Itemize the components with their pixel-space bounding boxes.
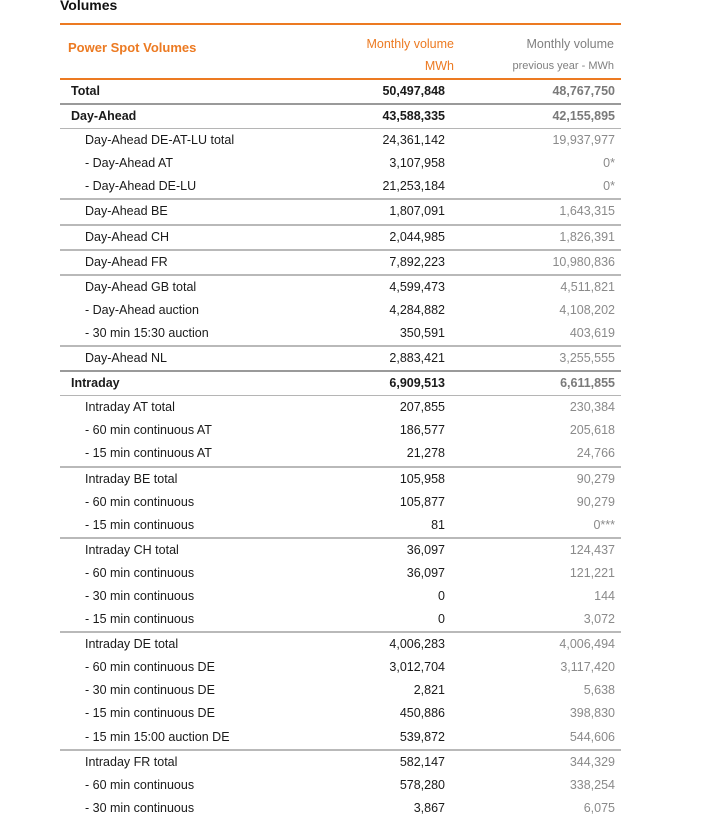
table-row xyxy=(60,224,621,249)
row-current-volume: 7,892,223 xyxy=(389,254,445,269)
row-previous-volume: 3,072 xyxy=(583,612,615,627)
row-current-volume: 24,361,142 xyxy=(382,133,445,148)
row-label: - 15 min continuous DE xyxy=(85,706,215,721)
row-current-volume: 105,877 xyxy=(399,494,445,509)
row-current-volume: 450,886 xyxy=(399,706,445,721)
row-label: Day-Ahead FR xyxy=(85,254,168,269)
row-label: - 60 min continuous AT xyxy=(85,423,212,438)
row-current-volume: 3,012,704 xyxy=(389,660,445,675)
row-previous-volume: 6,611,855 xyxy=(560,376,615,391)
table-row xyxy=(60,419,621,442)
row-label: Day-Ahead DE-AT-LU total xyxy=(85,133,235,148)
row-label: - 30 min continuous xyxy=(85,800,195,815)
row-current-volume: 21,278 xyxy=(406,446,445,461)
row-current-volume: 0 xyxy=(438,612,445,627)
row-current-volume: 2,883,421 xyxy=(389,351,445,366)
row-previous-volume: 144 xyxy=(594,588,615,603)
table-title: Power Spot Volumes xyxy=(68,40,197,55)
row-current-volume: 4,599,473 xyxy=(389,279,445,294)
row-current-volume: 539,872 xyxy=(399,729,445,744)
row-previous-volume: 42,155,895 xyxy=(552,109,615,124)
row-label: - Day-Ahead DE-LU xyxy=(85,179,197,194)
row-current-volume: 50,497,848 xyxy=(382,84,445,98)
table-row xyxy=(60,562,621,585)
row-previous-volume: 4,511,821 xyxy=(560,279,615,294)
row-previous-volume: 4,108,202 xyxy=(559,302,615,317)
row-current-volume: 0 xyxy=(438,588,445,603)
header-top-rule xyxy=(60,23,621,25)
row-current-volume: 43,588,335 xyxy=(382,109,445,124)
row-previous-volume: 230,384 xyxy=(569,400,615,415)
row-previous-volume: 338,254 xyxy=(569,777,615,792)
row-previous-volume: 48,767,750 xyxy=(552,84,615,98)
table-row xyxy=(60,299,621,322)
table-row xyxy=(60,608,621,631)
row-label: Intraday BE total xyxy=(85,471,178,486)
row-current-volume: 2,821 xyxy=(413,683,445,698)
row-current-volume: 2,044,985 xyxy=(389,229,445,244)
column-header-current xyxy=(322,33,454,77)
table-row xyxy=(60,175,621,198)
row-label: Day-Ahead CH xyxy=(85,229,170,244)
column-header-current-line1: Monthly volume xyxy=(366,37,454,51)
volumes-table-body xyxy=(60,80,621,820)
row-previous-volume: 121,221 xyxy=(569,565,615,580)
table-row xyxy=(60,774,621,797)
table-row xyxy=(60,726,621,749)
row-label: - 15 min continuous xyxy=(85,517,195,532)
table-row xyxy=(60,345,621,370)
table-row xyxy=(60,80,621,103)
row-label: Intraday xyxy=(71,376,120,391)
table-row xyxy=(60,514,621,537)
table-row xyxy=(60,152,621,175)
row-current-volume: 36,097 xyxy=(406,542,445,557)
row-previous-volume: 544,606 xyxy=(569,729,615,744)
column-header-previous xyxy=(470,33,614,77)
table-row xyxy=(60,128,621,152)
column-header-previous-line1: Monthly volume xyxy=(526,37,614,51)
table-row xyxy=(60,198,621,223)
table-row xyxy=(60,656,621,679)
table-row xyxy=(60,370,621,395)
row-label: - 60 min continuous xyxy=(85,494,195,509)
row-label: Intraday FR total xyxy=(85,754,178,769)
table-row xyxy=(60,395,621,419)
section-heading: Volumes xyxy=(60,0,118,13)
table-row xyxy=(60,631,621,656)
row-current-volume: 81 xyxy=(431,517,445,532)
table-row xyxy=(60,797,621,820)
row-previous-volume: 3,117,420 xyxy=(560,660,615,675)
row-current-volume: 3,107,958 xyxy=(389,156,445,171)
table-row xyxy=(60,274,621,299)
row-label: - 60 min continuous xyxy=(85,565,195,580)
row-label: - 15 min continuous AT xyxy=(85,446,212,461)
row-label: - Day-Ahead AT xyxy=(85,156,174,171)
table-row xyxy=(60,322,621,345)
row-current-volume: 105,958 xyxy=(399,471,445,486)
row-current-volume: 3,867 xyxy=(413,800,445,815)
row-label: Day-Ahead BE xyxy=(85,204,168,219)
table-row xyxy=(60,749,621,774)
row-current-volume: 4,284,882 xyxy=(389,302,445,317)
row-label: - Day-Ahead auction xyxy=(85,302,199,317)
row-previous-volume: 344,329 xyxy=(569,754,615,769)
row-current-volume: 578,280 xyxy=(399,777,445,792)
table-row xyxy=(60,103,621,128)
row-previous-volume: 6,075 xyxy=(583,800,615,815)
row-previous-volume: 3,255,555 xyxy=(559,351,615,366)
row-label: Day-Ahead xyxy=(71,109,137,124)
row-previous-volume: 24,766 xyxy=(576,446,615,461)
row-label: - 30 min continuous DE xyxy=(85,683,215,698)
row-label: Total xyxy=(71,84,100,98)
row-label: - 30 min 15:30 auction xyxy=(85,325,209,340)
row-previous-volume: 124,437 xyxy=(569,542,615,557)
row-previous-volume: 90,279 xyxy=(576,494,615,509)
row-current-volume: 207,855 xyxy=(399,400,445,415)
row-label: - 15 min continuous xyxy=(85,612,195,627)
row-label: Day-Ahead NL xyxy=(85,351,167,366)
row-previous-volume: 0*** xyxy=(593,517,615,532)
row-previous-volume: 205,618 xyxy=(569,423,615,438)
row-label: - 30 min continuous xyxy=(85,588,195,603)
row-label: Intraday DE total xyxy=(85,637,179,652)
row-previous-volume: 398,830 xyxy=(569,706,615,721)
row-previous-volume: 4,006,494 xyxy=(559,637,615,652)
table-row xyxy=(60,491,621,514)
row-label: Intraday CH total xyxy=(85,542,179,557)
row-label: - 60 min continuous DE xyxy=(85,660,215,675)
row-current-volume: 350,591 xyxy=(399,325,445,340)
row-previous-volume: 90,279 xyxy=(576,471,615,486)
row-label: - 15 min 15:00 auction DE xyxy=(85,729,230,744)
row-previous-volume: 5,638 xyxy=(583,683,615,698)
row-previous-volume: 10,980,836 xyxy=(552,254,615,269)
row-previous-volume: 19,937,977 xyxy=(552,133,615,148)
row-previous-volume: 0* xyxy=(603,179,615,194)
row-current-volume: 1,807,091 xyxy=(389,204,445,219)
table-row xyxy=(60,249,621,274)
row-current-volume: 186,577 xyxy=(399,423,445,438)
table-row xyxy=(60,702,621,725)
table-row xyxy=(60,466,621,491)
row-current-volume: 582,147 xyxy=(399,754,445,769)
row-current-volume: 21,253,184 xyxy=(382,179,445,194)
row-label: Intraday AT total xyxy=(85,400,175,415)
row-current-volume: 36,097 xyxy=(406,565,445,580)
table-row xyxy=(60,442,621,465)
table-row xyxy=(60,679,621,702)
table-row xyxy=(60,585,621,608)
row-previous-volume: 0* xyxy=(603,156,615,171)
column-header-previous-line2: previous year - MWh xyxy=(512,60,614,72)
row-label: - 60 min continuous xyxy=(85,777,195,792)
row-previous-volume: 1,826,391 xyxy=(559,229,615,244)
row-current-volume: 4,006,283 xyxy=(389,637,445,652)
row-previous-volume: 1,643,315 xyxy=(559,204,615,219)
row-label: Day-Ahead GB total xyxy=(85,279,197,294)
column-header-current-line2: MWh xyxy=(424,59,454,73)
row-current-volume: 6,909,513 xyxy=(389,376,445,391)
row-previous-volume: 403,619 xyxy=(569,325,615,340)
table-row xyxy=(60,537,621,562)
